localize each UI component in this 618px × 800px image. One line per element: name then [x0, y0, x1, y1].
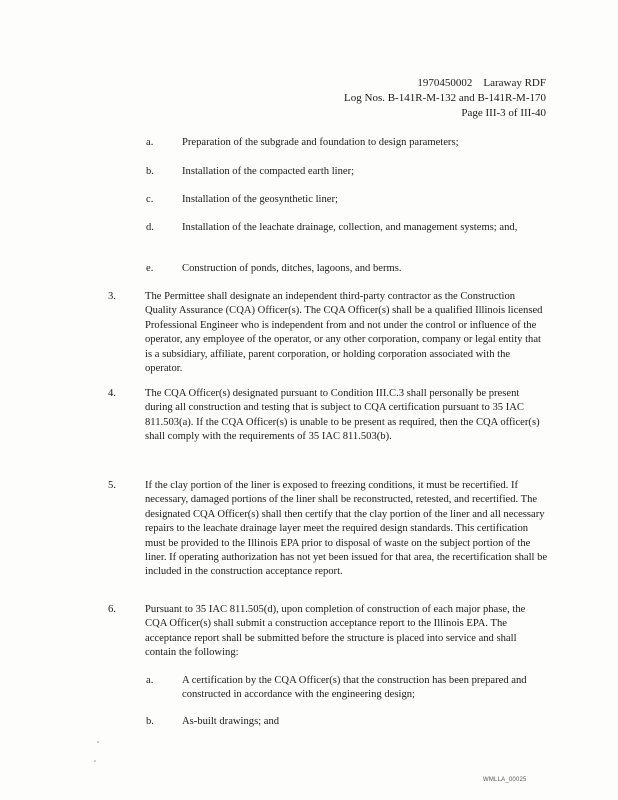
paragraph-number: 5.: [108, 480, 116, 491]
list-item-text: Installation of the compacted earth liner;: [182, 166, 355, 177]
list-item-label: c.: [146, 194, 154, 205]
list-item-label: a.: [146, 137, 154, 148]
header-line-page-number: Page III-3 of III-40: [461, 107, 546, 119]
paragraph-text: The Permittee shall designate an independent third-party contractor as the Construction Quality Assurance (CQA) Officer(s). The CQA Officer(s) shall be a qualified Illinois licensed Professional Engineer who is independent from and not under the control or influence of the operator, any employee of the operator, or any other corporation, company or legal entity that is a subsidiary, affiliate, parent corporation, or holding corporation associated with the operator.: [145, 291, 543, 375]
header-line-site: 1970450002 Laraway RDF: [417, 77, 546, 89]
list-item-text: Preparation of the subgrade and foundation to design parameters;: [182, 137, 459, 148]
list-item-text: Installation of the geosynthetic liner;: [182, 194, 338, 205]
paragraph-number: 3.: [108, 291, 116, 302]
list-item-label: b.: [146, 166, 154, 177]
list-item-text: A certification by the CQA Officer(s) that the construction has been prepared and constructed in accordance with the engineering design;: [182, 675, 527, 701]
list-item-label: e.: [146, 263, 154, 274]
paragraph-text: Pursuant to 35 IAC 811.505(d), upon completion of construction of each major phase, the CQA Officer(s) shall submit a construction acceptance report to the Illinois EPA. The acceptance report shall be submitted before the structure is placed into service and shall contain the following:: [145, 604, 526, 659]
list-item-label: b.: [146, 716, 154, 727]
paragraph-text: If the clay portion of the liner is exposed to freezing conditions, it must be recertified. If necessary, damaged portions of the liner shall be reconstructed, retested, and recertified. The designated CQA Officer(s) shall then certify that the clay portion of the liner and all necessary repairs to the leachate drainage layer meet the required design standards. This certification must be provided to the Illinois EPA prior to disposal of waste on the subject portion of the liner. If operating authorization has not yet been issued for that area, the recertification shall be included in the construction acceptance report.: [145, 480, 548, 578]
list-item-text: Construction of ponds, ditches, lagoons, and berms.: [182, 263, 402, 274]
paragraph-number: 4.: [108, 388, 116, 399]
list-item-label: a.: [146, 675, 154, 686]
list-item-text: Installation of the leachate drainage, collection, and management systems; and,: [182, 222, 518, 233]
page-header: [344, 76, 546, 121]
bates-stamp: WMLLA_00025: [483, 777, 527, 783]
list-item-text: As-built drawings; and: [182, 716, 280, 727]
list-item-label: d.: [146, 222, 154, 233]
scan-speck: [97, 741, 99, 743]
paragraph-text: The CQA Officer(s) designated pursuant to Condition III.C.3 shall personally be present during all construction and testing that is subject to CQA certification pursuant to 35 IAC 811.503(a). If the CQA Officer(s) is unable to be present as required, then the CQA officer(s) shall comply with the requirements of 35 IAC 811.503(b).: [145, 388, 540, 443]
paragraph-number: 6.: [108, 604, 116, 615]
scan-speck: [94, 760, 96, 762]
header-line-log-numbers: Log Nos. B-141R-M-132 and B-141R-M-170: [344, 92, 546, 104]
